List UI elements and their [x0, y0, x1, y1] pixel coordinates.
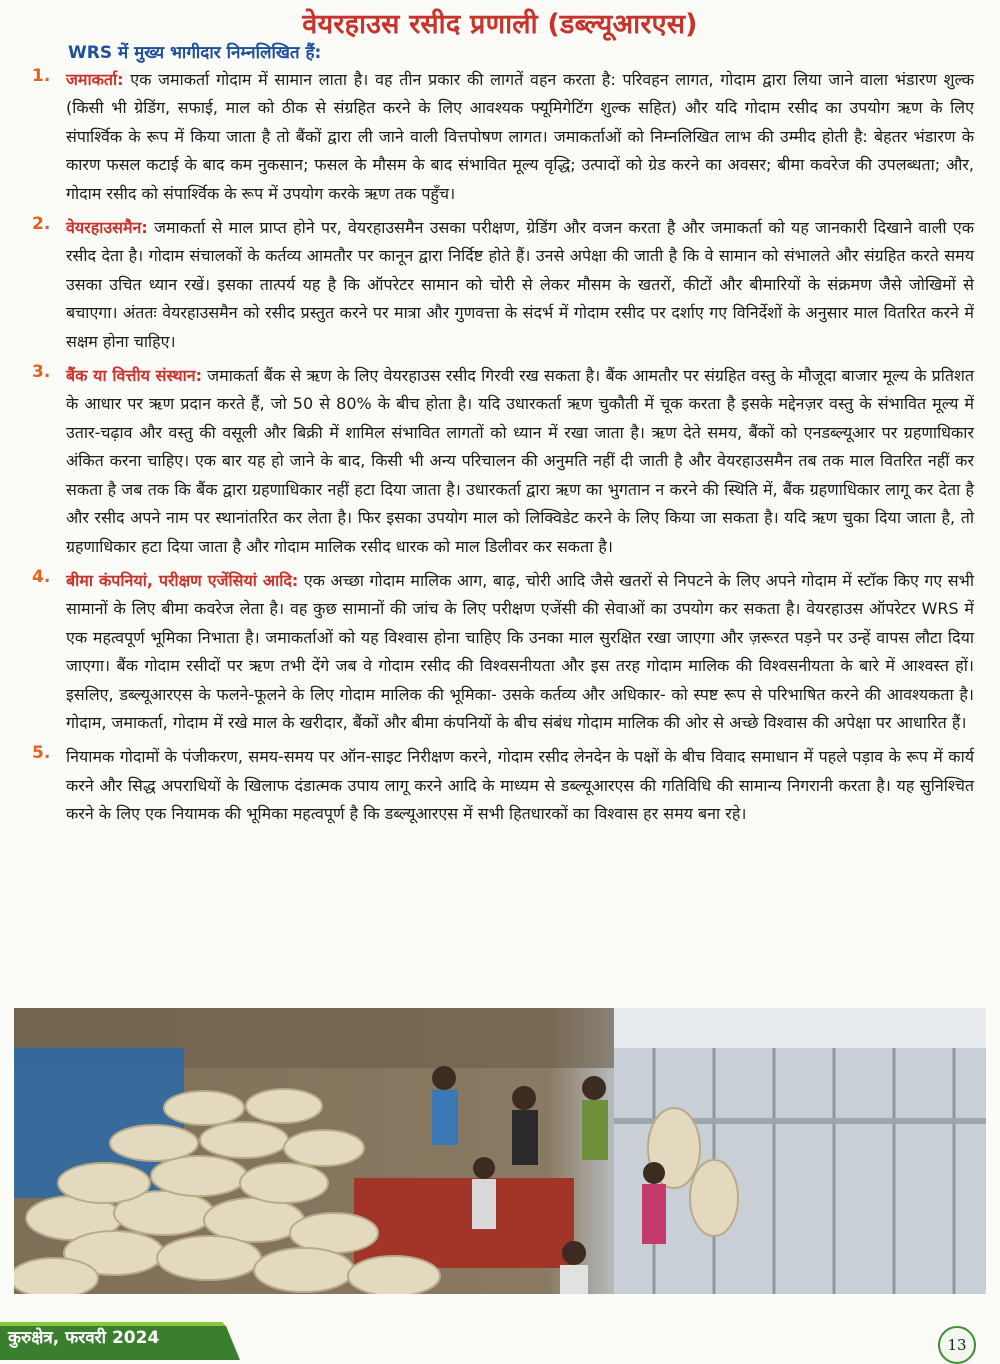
item-body: एक जमाकर्ता गोदाम में सामान लाता है। वह तीन प्रकार की लागतें वहन करता है: परिवहन लागत, गोदाम द्वारा लिया जाने वाला भंडारण शुल्क (किसी भी ग्रेडिंग, सफाई, माल को ठीक से संग्रहित करने के लिए आवश्यक फ्यूमिगेटिंग शुल्क सहित) और यदि गोदाम रसीद का उपयोग ऋण के लिए संपार्श्विक के रूप में किया जाता है तो बैंकों द्वारा ली जाने वाली वित्तपोषण लागत। जमाकर्ताओं को निम्नलिखित लाभ की उम्मीद होती है: बेहतर भंडारण के कारण फसल कटाई के बाद कम नुकसान; फसल के मौसम के बाद संभावित मूल्य वृद्धि; उत्पादों को ग्रेड करने का अवसर; बीमा कवरेज की उपलब्धता; और, गोदाम रसीद को संपार्श्विक के रूप में उपयोग करके ऋण तक पहुँच।	[66, 70, 974, 203]
item-body: जमाकर्ता बैंक से ऋण के लिए वेयरहाउस रसीद गिरवी रख सकता है। बैंक आमतौर पर संग्रहित वस्तु के मौजूदा बाजार मूल्य के प्रतिशत के आधार पर ऋण प्रदान करते हैं, जो 50 से 80% के बीच होता है। यदि उधारकर्ता ऋण चुकौती में चूक करता है इसके मद्देनज़र वस्तु के संभावित मूल्य में उतार-चढ़ाव और वस्तु की वसूली और बिक्री में शामिल संभावित लागतों को ध्यान में रखा जाता है। ऋण देते समय, बैंकों को एनडब्ल्यूआर पर ग्रहणाधिकार अंकित करना चाहिए। एक बार यह हो जाने के बाद, किसी भी अन्य परिचालन की अनुमति नहीं दी जाती है और वेयरहाउसमैन तब तक माल वितरित नहीं कर सकता है जब तक कि बैंक द्वारा ग्रहणाधिकार नहीं हटा दिया जाता है। उधारकर्ता द्वारा ऋण का भुगतान न करने की स्थिति में, बैंक ग्रहणाधिकार लागू कर देता है और रसीद अपने नाम पर स्थानांतरित कर लेता है। फिर इसका उपयोग माल को लिक्विडेट करने के लिए किया जा सकता है। यदि ऋण चुका दिया जाता है, तो ग्रहणाधिकार हटा दिया जाता है और गोदाम मालिक रसीद धारक को माल डिलीवर कर सकता है।	[66, 366, 975, 556]
item-text	[66, 743, 974, 828]
warehouse-photo-illustration	[14, 1008, 986, 1294]
list-item	[0, 362, 1000, 561]
page-number: 13	[938, 1326, 976, 1364]
item-body: नियामक गोदामों के पंजीकरण, समय-समय पर ऑन-साइट निरीक्षण करने, गोदाम रसीद लेनदेन के पक्षों के बीच विवाद समाधान में पहले पड़ाव के रूप में कार्य करने और सिद्ध अपराधियों के खिलाफ दंडात्मक उपाय लागू करने आदि के माध्यम से डब्ल्यूआरएस की गतिविधि की सामान्य निगरानी करता है। यह सुनिश्चित करने के लिए एक नियामक की भूमिका महत्वपूर्ण है कि डब्ल्यूआरएस में सभी हितधारकों का विश्वास हर समय बना रहे।	[66, 747, 974, 824]
item-body: जमाकर्ता से माल प्राप्त होने पर, वेयरहाउसमैन उसका परीक्षण, ग्रेडिंग और वजन करता है और जमाकर्ता को यह जानकारी दिखाने वाली एक रसीद देता है। गोदाम संचालकों के कर्तव्य आमतौर पर कानून द्वारा निर्दिष्ट होते हैं। उनसे अपेक्षा की जाती है कि वे सामान को संभालते और संग्रहित करते समय उसका उचित ध्यान रखें। इसका तात्पर्य यह है कि ऑपरेटर सामान को चोरी से लेकर मौसम के खतरों, कीटों और बीमारियों के संक्रमण जैसे जोखिमों से बचाएगा। अंततः वेयरहाउसमैन को रसीद प्रस्तुत करने पर मात्रा और गुणवत्ता के संदर्भ में गोदाम रसीद पर दर्शाए गए विनिर्देशों के अनुसार माल वितरित करने में सक्षम होना चाहिए।	[66, 218, 974, 351]
item-heading: जमाकर्ता:	[66, 70, 124, 89]
participant-list	[0, 66, 1000, 835]
list-item	[0, 66, 1000, 208]
intro-line: WRS में मुख्य भागीदार निम्नलिखित हैं:	[68, 43, 322, 63]
warehouse-photo	[14, 1008, 986, 1294]
item-text	[66, 214, 974, 356]
item-heading: बैंक या वित्तीय संस्थान:	[66, 366, 203, 386]
list-item	[0, 214, 1000, 356]
page-title: वेयरहाउस रसीद प्रणाली (डब्ल्यूआरएस)	[302, 9, 698, 40]
item-text	[66, 362, 974, 561]
item-number: 1.	[32, 66, 51, 86]
red-truck	[354, 1178, 574, 1268]
item-number: 3.	[32, 362, 51, 383]
list-item	[0, 743, 1000, 828]
list-item	[0, 567, 1000, 737]
item-number: 2.	[32, 214, 51, 235]
item-number: 5.	[32, 743, 51, 764]
item-number: 4.	[32, 566, 51, 587]
item-text	[66, 567, 974, 737]
item-heading: वेयरहाउसमैन:	[66, 218, 148, 238]
item-body: एक अच्छा गोदाम मालिक आग, बाढ़, चोरी आदि जैसे खतरों से निपटने के लिए अपने गोदाम में स्टॉक किए गए सभी सामानों के लिए बीमा कवरेज लेता है। वह कुछ सामानों की जांच के लिए परीक्षण एजेंसी की सेवाओं का उपयोग कर सकता है। वेयरहाउस ऑपरेटर WRS में एक महत्वपूर्ण भूमिका निभाता है। जमाकर्ताओं को यह विश्वास होना चाहिए कि उनका माल सुरक्षित रखा जाएगा और ज़रूरत पड़ने पर उन्हें वापस लौटा दिया जाएगा। बैंक गोदाम रसीदों पर ऋण तभी देंगे जब वे गोदाम रसीद की विश्वसनीयता और इस तरह गोदाम मालिक की विश्वसनीयता के बारे में आश्वस्त हों। इसलिए, डब्ल्यूआरएस के फलने-फूलने के लिए गोदाम मालिक की भूमिका- उसके कर्तव्य और अधिकार- को स्पष्ट रूप से परिभाषित करने की आवश्यकता है। गोदाम, जमाकर्ता, गोदाम में रखे माल के खरीदार, बैंकों और बीमा कंपनियों के बीच संबंध गोदाम मालिक की ओर से अच्छे विश्वास की अपेक्षा पर आधारित हैं।	[66, 570, 974, 732]
item-text	[66, 66, 974, 208]
footer-magazine: कुरुक्षेत्र, फरवरी 2024	[8, 1328, 160, 1348]
item-heading: बीमा कंपनियां, परीक्षण एजेंसियां आदि:	[66, 570, 299, 590]
